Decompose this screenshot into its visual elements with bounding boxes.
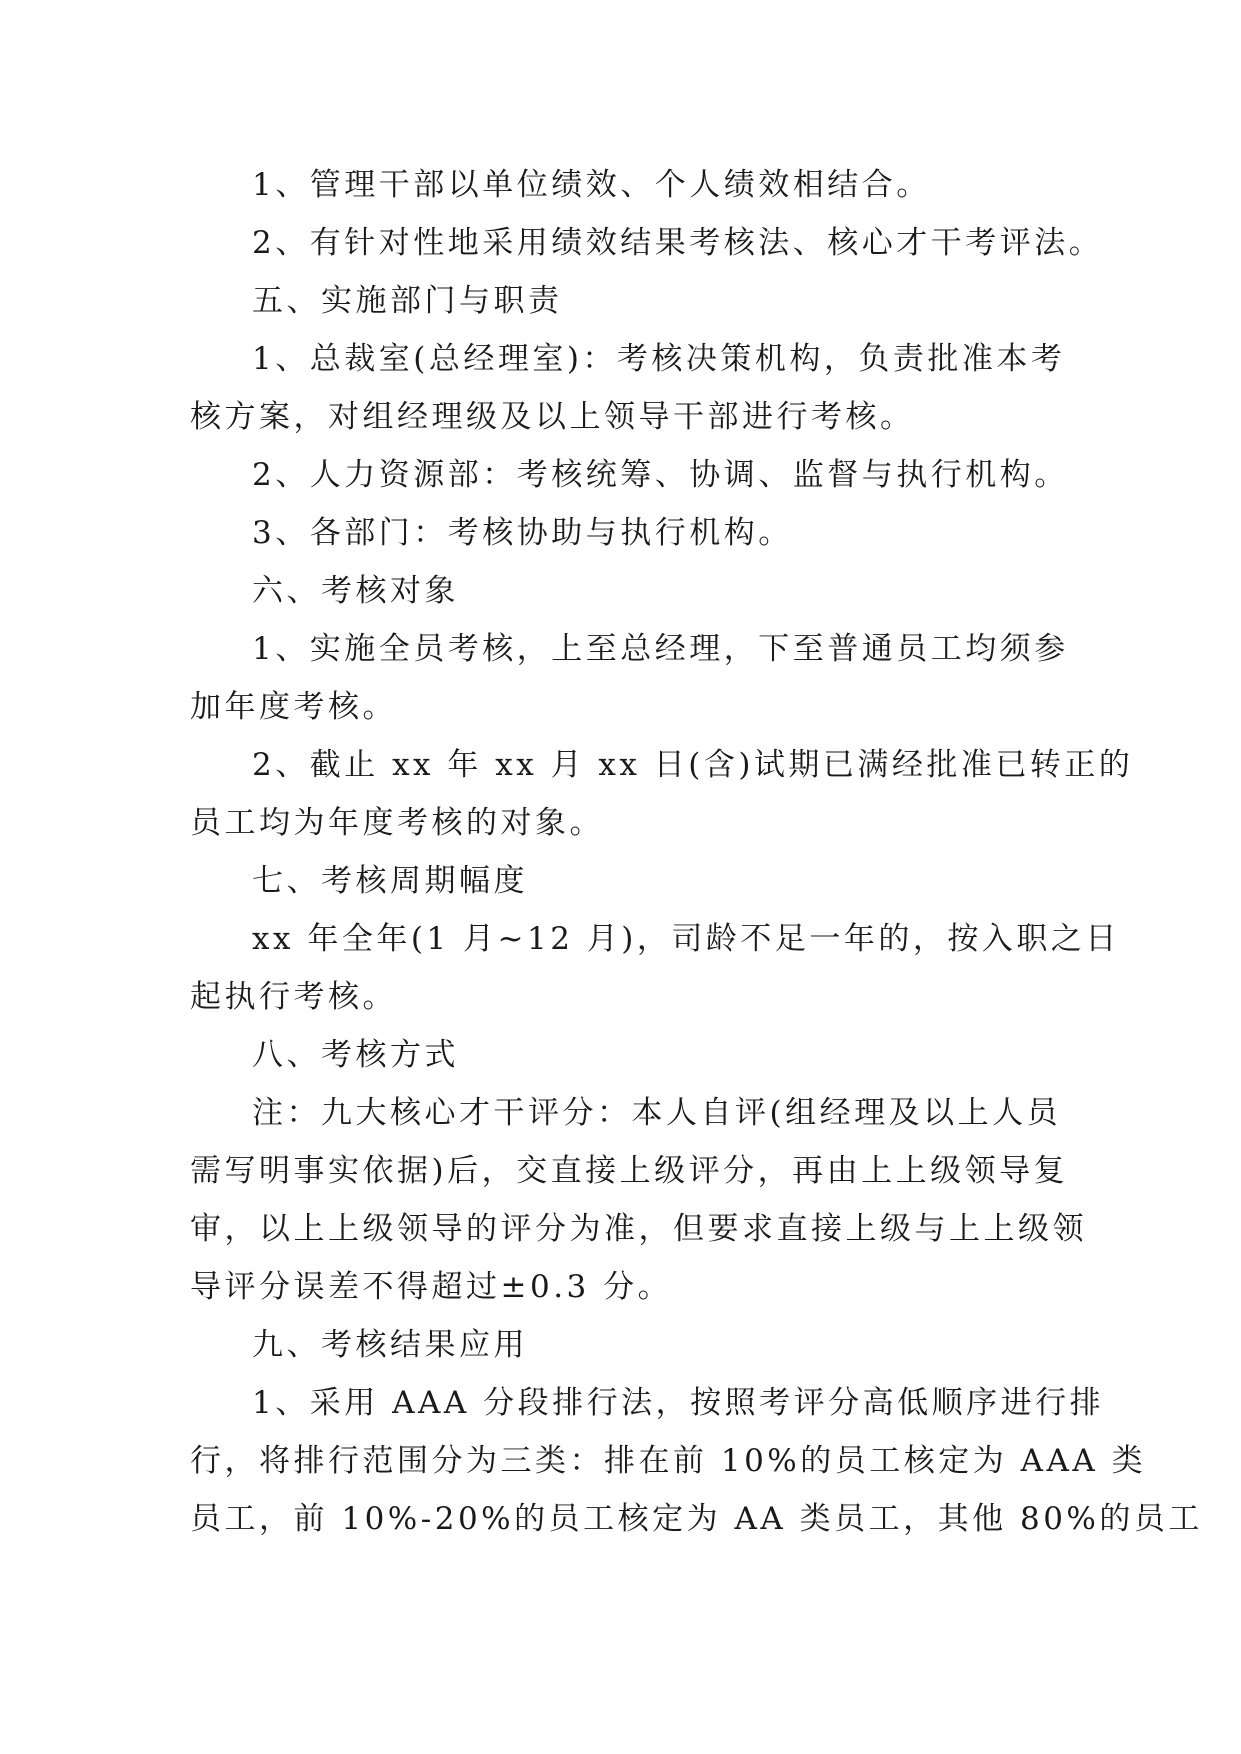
text-line: 员工均为年度考核的对象。: [190, 805, 604, 841]
text-line: 1、采用 AAA 分段排行法，按照考评分高低顺序进行排: [252, 1385, 1105, 1421]
text-line: 2、有针对性地采用绩效结果考核法、核心才干考评法。: [252, 225, 1104, 261]
section-heading: 七、考核周期幅度: [252, 863, 528, 899]
text-line: 行，将排行范围分为三类：排在前 10%的员工核定为 AAA 类: [190, 1443, 1147, 1479]
text-line: 起执行考核。: [190, 979, 397, 1015]
section-heading: 八、考核方式: [252, 1037, 459, 1073]
text-line: 核方案，对组经理级及以上领导干部进行考核。: [190, 399, 915, 435]
text-line: 1、实施全员考核，上至总经理，下至普通员工均须参: [252, 631, 1069, 667]
section-heading: 五、实施部门与职责: [252, 283, 563, 319]
document-body: [190, 156, 1203, 1548]
text-line: 注：九大核心才干评分：本人自评(组经理及以上人员: [252, 1095, 1062, 1131]
text-line: 员工，前 10%-20%的员工核定为 AA 类员工，其他 80%的员工: [190, 1501, 1203, 1537]
text-line: 1、总裁室(总经理室)：考核决策机构，负责批准本考: [252, 341, 1066, 377]
text-line: 需写明事实依据)后，交直接上级评分，再由上上级领导复: [190, 1153, 1069, 1189]
text-line: 2、人力资源部：考核统筹、协调、监督与执行机构。: [252, 457, 1069, 493]
text-line: 审，以上上级领导的评分为准，但要求直接上级与上上级领: [190, 1211, 1087, 1247]
section-heading: 六、考核对象: [252, 573, 459, 609]
text-line: xx 年全年(1 月~12 月)，司龄不足一年的，按入职之日: [252, 921, 1120, 957]
text-line: 1、管理干部以单位绩效、个人绩效相结合。: [252, 167, 931, 203]
section-heading: 九、考核结果应用: [252, 1327, 528, 1363]
text-line: 2、截止 xx 年 xx 月 xx 日(含)试期已满经批准已转正的: [252, 747, 1134, 783]
text-line: 3、各部门：考核协助与执行机构。: [252, 515, 793, 551]
text-line: 导评分误差不得超过±0.3 分。: [190, 1269, 673, 1305]
text-line: 加年度考核。: [190, 689, 397, 725]
